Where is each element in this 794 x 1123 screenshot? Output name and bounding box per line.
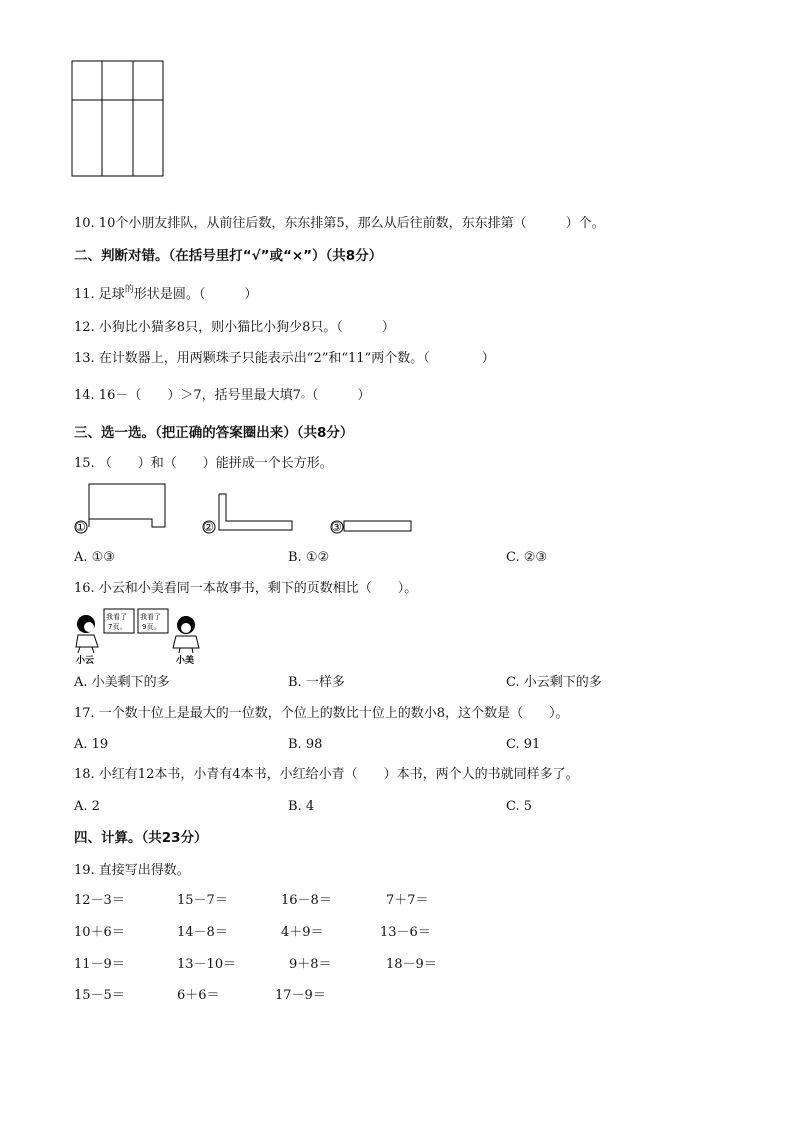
calc-item: 4＋9＝	[281, 925, 324, 940]
q16-illustration	[70, 605, 210, 665]
question-18: 18. 小红有12本书，小青有4本书，小红给小青（ ）本书，两个人的书就同样多了。	[74, 767, 579, 782]
name-xiaoyun: 小云	[76, 656, 95, 665]
question-13: 13. 在计数器上，用两颗珠子只能表示出“2”和“11”两个数。（ ）	[74, 351, 495, 366]
question-14	[74, 386, 370, 404]
q15-shapes-figure	[70, 480, 420, 540]
calc-item: 15－5＝	[74, 988, 125, 1003]
question-15: 15. （ ）和（ ）能拼成一个长方形。	[74, 456, 333, 471]
child-xiaoyun-figure	[76, 615, 98, 653]
bubble-2-line-1: 我看了	[140, 613, 161, 621]
q15-option-b[interactable]: B. ①②	[288, 550, 330, 565]
q18-option-a[interactable]: A. 2	[74, 799, 100, 814]
q17-option-a[interactable]: A. 19	[74, 737, 109, 752]
calc-item: 9＋8＝	[289, 957, 332, 972]
question-11	[74, 287, 257, 304]
question-17: 17. 一个数十位上是最大的一位数，个位上的数比十位上的数小8，这个数是（ ）。	[74, 706, 569, 721]
bubble-1-line-1: 我看了	[106, 613, 127, 621]
shape-1-label: ①	[75, 520, 86, 534]
q15-option-a[interactable]: A. ①③	[74, 550, 115, 565]
q14-small-mark: 。	[300, 387, 312, 400]
calc-item: 11－9＝	[74, 957, 125, 972]
q11-text-after: 形状是圆。（ ）	[133, 287, 258, 302]
shape-2-label: ②	[203, 520, 214, 534]
question-12: 12. 小狗比小猫多8只，则小猫比小狗少8只。（ ）	[74, 320, 395, 335]
q16-option-b[interactable]: B. 一样多	[288, 675, 345, 690]
section-3-heading: 三、选一选。（把正确的答案圈出来）（共8分）	[74, 425, 354, 441]
question-10: 10. 10个小朋友排队，从前往后数，东东排第5，那么从后往前数，东东排第（ ）个。	[74, 216, 605, 231]
calc-item: 7＋7＝	[386, 893, 429, 908]
q17-option-c[interactable]: C. 91	[506, 737, 541, 752]
question-19: 19. 直接写出得数。	[74, 863, 190, 878]
bubble-2-line-2: 9页。	[142, 623, 161, 631]
calc-item: 18－9＝	[386, 957, 437, 972]
shape-3-label: ③	[331, 520, 342, 534]
calc-item: 16－8＝	[281, 893, 332, 908]
question-16: 16. 小云和小美看同一本故事书，剩下的页数相比（ ）。	[74, 581, 418, 596]
shape-3-outline	[344, 521, 411, 531]
shape-1-outline	[89, 484, 165, 527]
calc-item: 12－3＝	[74, 893, 125, 908]
shape-2-outline	[219, 494, 292, 530]
name-xiaomei: 小美	[176, 656, 195, 665]
calc-item: 15－7＝	[177, 893, 228, 908]
child-xiaomei-figure	[173, 616, 199, 653]
calc-item: 13－6＝	[380, 925, 431, 940]
calc-item: 14－8＝	[177, 925, 228, 940]
bubble-1-line-2: 7页。	[108, 623, 127, 631]
q14-text-after: （ ）	[311, 388, 371, 403]
calc-item: 13－10＝	[177, 957, 237, 972]
calc-item: 10＋6＝	[74, 925, 125, 940]
q11-text-before: 11. 足球	[74, 287, 125, 302]
q18-option-b[interactable]: B. 4	[288, 799, 315, 814]
calc-item: 6＋6＝	[177, 988, 220, 1003]
q16-option-a[interactable]: A. 小美剩下的多	[74, 675, 170, 690]
q11-superscript: 的	[124, 285, 134, 295]
q16-option-c[interactable]: C. 小云剩下的多	[506, 675, 602, 690]
q14-text-before: 14. 16－（ ）＞7，括号里最大填7	[74, 388, 301, 403]
q15-option-c[interactable]: C. ②③	[506, 550, 548, 565]
section-2-heading: 二、判断对错。（在括号里打“√”或“×”）（共8分）	[74, 248, 383, 264]
answer-grid	[71, 60, 165, 178]
q17-option-b[interactable]: B. 98	[288, 737, 323, 752]
calc-item: 17－9＝	[275, 988, 326, 1003]
q18-option-c[interactable]: C. 5	[506, 799, 533, 814]
section-4-heading: 四、计算。（共23分）	[74, 830, 208, 846]
